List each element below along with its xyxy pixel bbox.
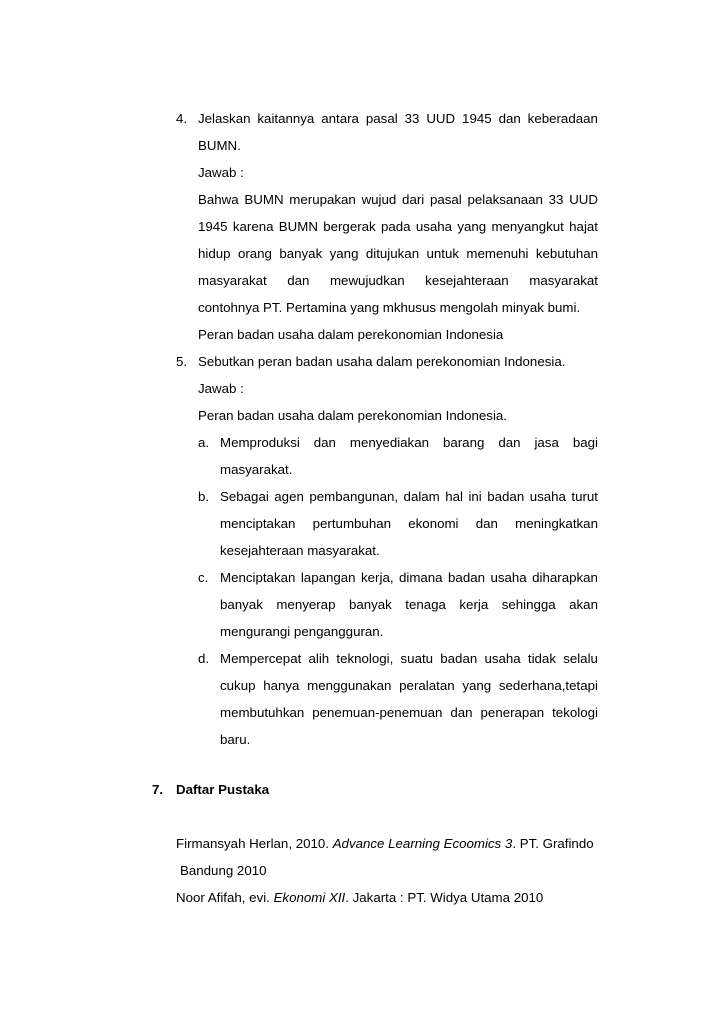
word: penerapan: [480, 705, 545, 720]
word: dalam: [403, 489, 440, 504]
word: BUMN: [244, 192, 284, 207]
word: ekonomi: [408, 516, 459, 531]
word: karena: [232, 219, 274, 234]
word: yang: [462, 678, 492, 693]
word: agen: [274, 489, 304, 504]
word: teknologi,: [336, 651, 394, 666]
word: jasa: [534, 435, 559, 450]
ref1-title: Advance Learning Ecoomics 3: [332, 836, 513, 851]
word: badan: [487, 489, 525, 504]
q5-item-d-line1: [220, 650, 598, 668]
word: Mempercepat: [220, 651, 302, 666]
word: alih: [308, 651, 330, 666]
word: yang: [329, 246, 359, 261]
q4-jawab-label: Jawab :: [198, 165, 244, 180]
q4-answer-line5: contohnya PT. Pertamina yang mkhusus mengolah minyak bumi.: [198, 300, 581, 315]
word: dan: [287, 273, 310, 288]
word: tekologi: [552, 705, 598, 720]
q5-item-a-line2: masyarakat.: [220, 462, 293, 477]
word: hajat: [569, 219, 598, 234]
word: kesejahteraan: [425, 273, 509, 288]
reference-2: [176, 889, 543, 907]
q5-item-c-line3: mengurangi pengangguran.: [220, 624, 384, 639]
word: akan: [569, 597, 598, 612]
word: dan: [498, 435, 521, 450]
q5-item-a-letter: a.: [198, 435, 210, 450]
word: memenuhi: [466, 246, 529, 261]
word: menyerap: [276, 597, 336, 612]
word: pertumbuhan: [312, 516, 392, 531]
q5-item-c-letter: c.: [198, 570, 209, 585]
word: hal: [445, 489, 463, 504]
q4-question-line2: BUMN.: [198, 138, 241, 153]
word: 33: [404, 111, 420, 126]
word: 33: [548, 192, 564, 207]
word: penemuan-penemuan: [312, 705, 443, 720]
ref1-author-year: Firmansyah Herlan, 2010.: [176, 836, 333, 851]
q5-item-d-line3: [220, 704, 598, 722]
word: bagi: [572, 435, 598, 450]
q5-item-d-letter: d.: [198, 651, 210, 666]
word: usaha: [529, 489, 566, 504]
word: usaha: [484, 651, 521, 666]
word: kerja,: [361, 570, 394, 585]
word: masyarakat: [198, 273, 267, 288]
word: hidup: [198, 246, 231, 261]
word: kerja: [459, 597, 489, 612]
ref1-rest: . PT. Grafindo: [512, 836, 594, 851]
word: dari: [402, 192, 425, 207]
word: menyangkut: [491, 219, 564, 234]
q4-answer-line6: Peran badan usaha dalam perekonomian Indonesia: [198, 327, 504, 342]
word: mewujudkan: [329, 273, 405, 288]
q4-number: 4.: [176, 111, 188, 126]
word: dimana: [398, 570, 443, 585]
word: sederhana,tetapi: [498, 678, 598, 693]
word: dan: [498, 111, 521, 126]
word: meningkatkan: [515, 516, 598, 531]
word: merupakan: [289, 192, 356, 207]
word: keberadaan: [527, 111, 598, 126]
word: banyak: [279, 246, 323, 261]
word: dan: [313, 435, 336, 450]
word: UUD: [426, 111, 456, 126]
q4-answer-line3: [198, 245, 598, 263]
ref2-rest: . Jakarta : PT. Widya Utama 2010: [345, 890, 544, 905]
word: untuk: [426, 246, 460, 261]
word: ini: [468, 489, 482, 504]
word: tenaga: [405, 597, 446, 612]
word: diharapkan: [532, 570, 598, 585]
word: banyak: [348, 597, 392, 612]
q5-jawab-label: Jawab :: [198, 381, 244, 396]
word: Menciptakan: [220, 570, 296, 585]
word: orang: [237, 246, 272, 261]
word: hanya: [263, 678, 300, 693]
word: menggunakan: [307, 678, 392, 693]
word: badan: [448, 570, 486, 585]
q5-item-d-line2: [220, 677, 598, 695]
word: ditujukan: [365, 246, 420, 261]
word: Bahwa: [198, 192, 239, 207]
word: barang: [442, 435, 485, 450]
word: BUMN: [278, 219, 318, 234]
word: Jelaskan: [198, 111, 251, 126]
q4-question-line1: [198, 110, 598, 128]
reference-1: [176, 835, 594, 853]
word: usaha: [490, 570, 527, 585]
word: badan: [440, 651, 478, 666]
ref2-title: Ekonomi XII: [273, 890, 346, 905]
word: yang: [457, 219, 487, 234]
q5-number: 5.: [176, 354, 188, 369]
word: dan: [475, 516, 498, 531]
q5-item-b-line3: kesejahteraan masyarakat.: [220, 543, 380, 558]
word: lapangan: [300, 570, 356, 585]
word: tidak: [527, 651, 556, 666]
word: 1945: [198, 219, 228, 234]
section7-heading: Daftar Pustaka: [176, 782, 270, 797]
word: banyak: [220, 597, 263, 612]
q5-item-b-letter: b.: [198, 489, 210, 504]
word: wujud: [361, 192, 397, 207]
word: UUD: [569, 192, 598, 207]
word: bergerak: [323, 219, 376, 234]
reference-1-line2: Bandung 2010: [180, 863, 267, 878]
word: selalu: [563, 651, 598, 666]
word: pasal: [365, 111, 398, 126]
word: masyarakat: [529, 273, 598, 288]
word: antara: [321, 111, 359, 126]
q4-answer-line4: [198, 272, 598, 290]
word: menyediakan: [349, 435, 429, 450]
word: kaitannya: [257, 111, 315, 126]
word: pada: [380, 219, 411, 234]
q5-item-b-line1: [220, 488, 598, 506]
q5-item-b-line2: [220, 515, 598, 533]
word: dan: [450, 705, 473, 720]
word: cukup: [220, 678, 256, 693]
q5-item-c-line2: [220, 596, 598, 614]
word: 1945: [462, 111, 492, 126]
word: Memproduksi: [220, 435, 300, 450]
q5-item-c-line1: [220, 569, 598, 587]
q4-answer-line2: [198, 218, 598, 236]
word: turut: [571, 489, 598, 504]
word: pelaksanaan: [467, 192, 543, 207]
q5-item-a-line1: [220, 434, 598, 452]
q5-item-d-line4: baru.: [220, 732, 251, 747]
section7-number: 7.: [152, 782, 164, 797]
ref2-author: Noor Afifah, evi.: [176, 890, 274, 905]
q5-question: Sebutkan peran badan usaha dalam perekonomian Indonesia.: [198, 354, 566, 369]
word: Sebagai: [220, 489, 269, 504]
word: membutuhkan: [220, 705, 305, 720]
word: kebutuhan: [535, 246, 598, 261]
word: sehingga: [501, 597, 556, 612]
word: suatu: [400, 651, 434, 666]
word: peralatan: [399, 678, 455, 693]
word: usaha: [415, 219, 453, 234]
q4-answer-line1: [198, 191, 598, 209]
word: menciptakan: [220, 516, 296, 531]
word: pasal: [429, 192, 462, 207]
word: pembangunan,: [309, 489, 399, 504]
q5-intro: Peran badan usaha dalam perekonomian Indonesia.: [198, 408, 508, 423]
